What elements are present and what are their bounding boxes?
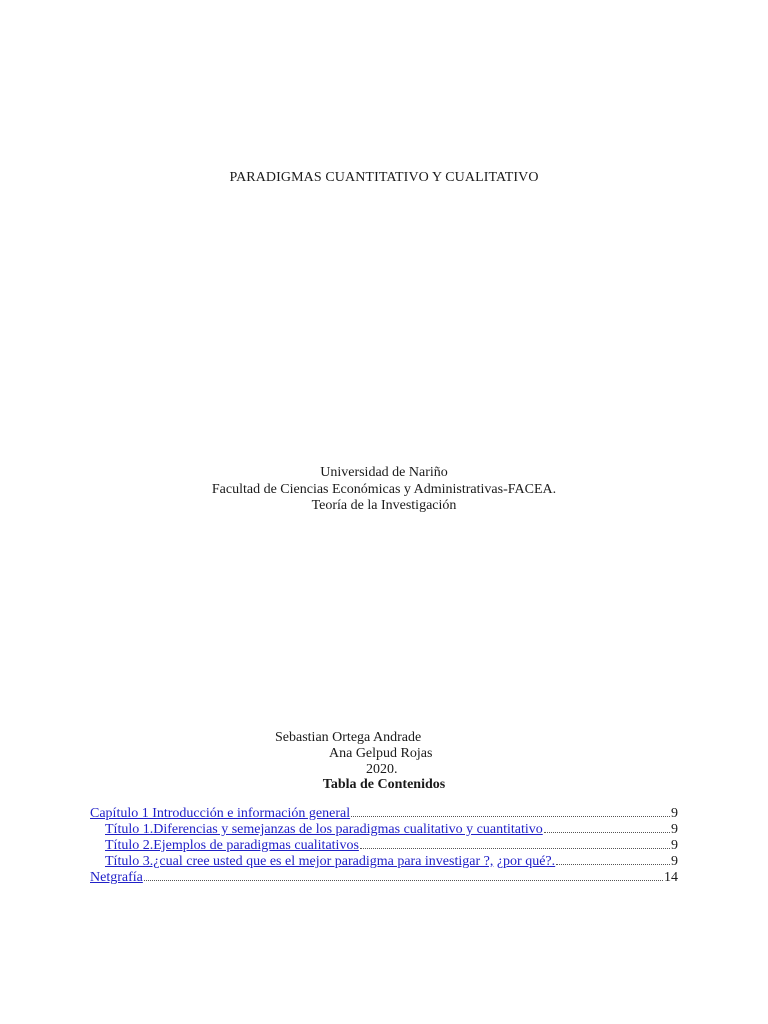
toc-leader-dots <box>144 880 663 881</box>
university-name: Universidad de Nariño <box>320 465 448 480</box>
toc-entry-title-3 <box>90 854 678 870</box>
toc-link-title-3-extra[interactable]: ¿por qué?. <box>496 854 556 869</box>
author-2: Ana Gelpud Rojas <box>329 746 433 761</box>
toc-page-number: 9 <box>671 806 678 821</box>
toc-link-title-3[interactable]: Título 3.¿cual cree usted que es el mejor paradigma para investigar ?, <box>105 854 494 869</box>
table-of-contents <box>90 806 678 886</box>
toc-link-netgrafia[interactable]: Netgrafía <box>90 870 143 885</box>
toc-link-title-2[interactable]: Título 2.Ejemplos de paradigmas cualitativos <box>105 838 359 853</box>
toc-entry-netgrafia <box>90 870 678 886</box>
toc-link-chapter-1[interactable]: Capítulo 1 Introducción e información general <box>90 806 351 821</box>
toc-entry-title-2 <box>90 838 678 854</box>
toc-entry-chapter-1 <box>90 806 678 822</box>
toc-leader-dots <box>351 816 670 817</box>
toc-page-number: 9 <box>671 822 678 837</box>
author-1: Sebastian Ortega Andrade <box>275 730 422 745</box>
course-name: Teoría de la Investigación <box>311 498 457 513</box>
toc-leader-dots <box>360 848 670 849</box>
toc-heading: Tabla de Contenidos <box>322 777 446 792</box>
toc-page-number: 9 <box>671 854 678 869</box>
toc-leader-dots <box>556 864 670 865</box>
document-title: PARADIGMAS CUANTITATIVO Y CUALITATIVO <box>229 170 539 185</box>
toc-entry-title-1 <box>90 822 678 838</box>
document-year: 2020. <box>366 762 398 777</box>
toc-page-number: 9 <box>671 838 678 853</box>
toc-link-title-1[interactable]: Título 1.Diferencias y semejanzas de los paradigmas cualitativo y cuantitativo <box>105 822 543 837</box>
faculty-name: Facultad de Ciencias Económicas y Administrativas-FACEA. <box>211 481 557 497</box>
toc-page-number: 14 <box>664 870 678 885</box>
institution-block <box>0 465 768 515</box>
toc-leader-dots <box>544 832 670 833</box>
